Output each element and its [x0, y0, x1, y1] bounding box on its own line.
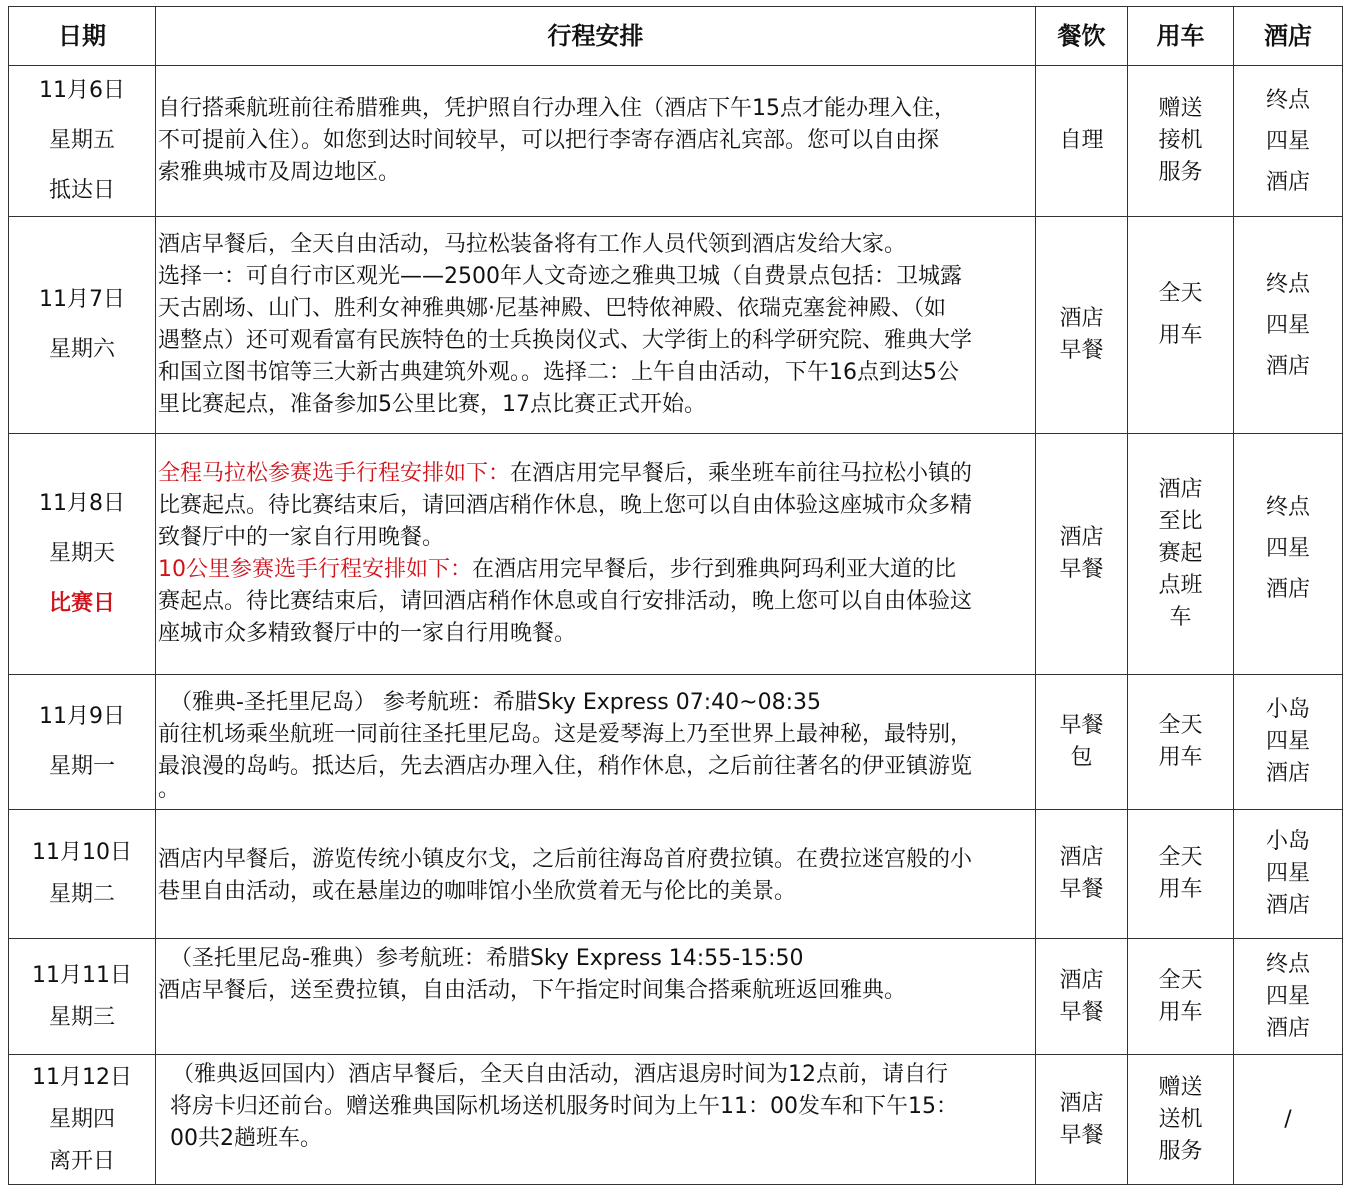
plan-line: （圣托里尼岛-雅典）参考航班：希腊Sky Express 14:55-15:50	[170, 946, 804, 971]
date-cell	[9, 675, 156, 810]
meal-cell	[1036, 675, 1128, 810]
hotel-text: 四星	[1265, 983, 1310, 1009]
plan-line: 自行搭乘航班前往希腊雅典，凭护照自行办理入住（酒店下午15点才能办理入住，	[158, 96, 956, 121]
meal-text: 早餐	[1059, 877, 1104, 902]
table-row	[9, 939, 1343, 1055]
meal-text: 包	[1070, 745, 1093, 770]
car-text: 至比	[1158, 509, 1203, 534]
plan-line: 和国立图书馆等三大新古典建筑外观。。选择二：上午自由活动，下午16点到达5公	[158, 360, 959, 385]
date-cell	[9, 939, 156, 1055]
meal-cell	[1036, 1055, 1128, 1185]
car-text: 赠送	[1158, 1074, 1203, 1100]
date-cell	[9, 434, 156, 675]
plan-line: 将房卡归还前台。赠送雅典国际机场送机服务时间为上午11：00发车和下午15：	[170, 1094, 958, 1119]
date-cell	[9, 66, 156, 217]
table-row	[9, 810, 1343, 939]
car-text: 全天	[1158, 713, 1203, 738]
car-text: 接机	[1158, 128, 1203, 153]
plan-cell	[156, 217, 1036, 434]
car-text: 服务	[1158, 1138, 1203, 1164]
plan-line: 致餐厅中的一家自行用晚餐。	[158, 525, 445, 550]
hotel-text: 终点	[1265, 87, 1310, 113]
car-text: 用车	[1158, 323, 1203, 348]
date: 11月8日	[39, 491, 125, 516]
header-date: 日期	[9, 7, 156, 66]
meal-text: 早餐	[1059, 999, 1104, 1025]
hotel-text: 酒店	[1265, 353, 1310, 379]
plan-line: 00共2趟班车。	[170, 1126, 322, 1151]
car-text: 送机	[1158, 1106, 1203, 1132]
hotel-text: 小岛	[1265, 829, 1310, 854]
date: 11月12日	[32, 1064, 132, 1090]
hotel-text: 四星	[1265, 128, 1310, 154]
hotel-text: 酒店	[1265, 1015, 1310, 1041]
weekday: 星期天	[48, 541, 115, 566]
hotel-text: 四星	[1265, 312, 1310, 338]
plan-line: 巷里自由活动，或在悬崖边的咖啡馆小坐欣赏着无与伦比的美景。	[158, 879, 797, 904]
hotel-text: 终点	[1265, 494, 1310, 520]
header-plan: 行程安排	[156, 7, 1036, 66]
car-text: 服务	[1158, 160, 1203, 185]
weekday: 星期六	[48, 337, 115, 362]
header-hotel: 酒店	[1234, 7, 1343, 66]
itinerary-table	[8, 6, 1343, 1185]
hotel-cell	[1234, 810, 1343, 939]
date: 11月11日	[32, 962, 132, 988]
car-text: 赛起	[1158, 541, 1203, 566]
hotel-text: 酒店	[1265, 169, 1310, 195]
plan-cell	[156, 810, 1036, 939]
car-text: 点班	[1158, 573, 1203, 598]
weekday: 星期三	[48, 1004, 115, 1030]
car-text: 全天	[1158, 845, 1203, 870]
meal-text: 酒店	[1059, 967, 1104, 993]
ten-km-label: 10公里参赛选手行程安排如下：	[158, 557, 472, 582]
plan-line: 里比赛起点，准备参加5公里比赛，17点比赛正式开始。	[158, 392, 706, 417]
meal-text: 酒店	[1059, 1090, 1104, 1116]
hotel-cell	[1234, 434, 1343, 675]
date: 11月6日	[39, 78, 125, 103]
plan-line	[158, 554, 1035, 586]
hotel-text: 小岛	[1265, 697, 1310, 722]
hotel-cell	[1234, 675, 1343, 810]
plan-line: （雅典返回国内）酒店早餐后，全天自由活动，酒店退房时间为12点前，请自行	[172, 1062, 948, 1087]
car-text: 全天	[1158, 967, 1203, 993]
table-row	[9, 66, 1343, 217]
car-cell	[1128, 939, 1234, 1055]
date: 11月7日	[39, 287, 125, 312]
hotel-text: 酒店	[1265, 893, 1310, 918]
plan-line: 酒店早餐后，送至费拉镇，自由活动，下午指定时间集合搭乘航班返回雅典。	[158, 978, 907, 1003]
plan-cell	[156, 434, 1036, 675]
plan-text: 在酒店用完早餐后，步行到雅典阿玛利亚大道的比	[472, 557, 957, 582]
table-row	[9, 434, 1343, 675]
plan-line	[158, 458, 1035, 490]
hotel-cell	[1234, 939, 1343, 1055]
hotel-cell	[1234, 217, 1343, 434]
header-row	[9, 7, 1343, 66]
weekday: 星期二	[48, 882, 115, 907]
plan-line: 遇整点）还可观看富有民族特色的士兵换岗仪式、大学街上的科学研究院、雅典大学	[158, 328, 973, 353]
date-cell	[9, 810, 156, 939]
date: 11月9日	[39, 704, 125, 729]
header-meal: 餐饮	[1036, 7, 1128, 66]
plan-line: 天古剧场、山门、胜利女神雅典娜·尼基神殿、巴特侬神殿、依瑞克塞瓮神殿、（如	[158, 296, 946, 321]
full-marathon-label: 全程马拉松参赛选手行程安排如下：	[158, 461, 511, 486]
car-cell	[1128, 66, 1234, 217]
car-text: 车	[1169, 605, 1192, 630]
date-cell	[9, 1055, 156, 1185]
meal-text: 早餐	[1059, 713, 1104, 738]
car-text: 赠送	[1158, 96, 1203, 121]
plan-cell	[156, 66, 1036, 217]
car-text: 用车	[1158, 877, 1203, 902]
date-cell	[9, 217, 156, 434]
car-cell	[1128, 1055, 1234, 1185]
meal-text: 酒店	[1059, 306, 1104, 331]
meal-cell	[1036, 434, 1128, 675]
meal-cell	[1036, 66, 1128, 217]
plan-line: 不可提前入住）。如您到达时间较早，可以把行李寄存酒店礼宾部。您可以自由探	[158, 128, 940, 153]
car-cell	[1128, 810, 1234, 939]
plan-line: 赛起点。待比赛结束后，请回酒店稍作休息或自行安排活动，晚上您可以自由体验这	[158, 589, 973, 614]
meal-text: 早餐	[1059, 1122, 1104, 1148]
hotel-text: 四星	[1265, 861, 1310, 886]
plan-line: 最浪漫的岛屿。抵达后，先去酒店办理入住，稍作休息，之后前往著名的伊亚镇游览	[158, 754, 973, 779]
meal-cell	[1036, 810, 1128, 939]
plan-cell	[156, 675, 1036, 810]
plan-line: 比赛起点。待比赛结束后，请回酒店稍作休息，晚上您可以自由体验这座城市众多精	[158, 493, 973, 518]
header-car: 用车	[1128, 7, 1234, 66]
plan-cell	[156, 1055, 1036, 1185]
hotel-text: 酒店	[1265, 761, 1310, 786]
hotel-text: 四星	[1265, 535, 1310, 561]
weekday: 星期一	[48, 754, 115, 779]
meal-text: 自理	[1059, 128, 1104, 153]
meal-text: 早餐	[1059, 557, 1104, 582]
car-text: 用车	[1158, 745, 1203, 770]
meal-cell	[1036, 939, 1128, 1055]
car-cell	[1128, 434, 1234, 675]
plan-line: 前往机场乘坐航班一同前往圣托里尼岛。这是爱琴海上乃至世界上最神秘，最特别，	[158, 722, 973, 747]
plan-line: 座城市众多精致餐厅中的一家自行用晚餐。	[158, 621, 577, 646]
day-note: 离开日	[48, 1148, 115, 1174]
table-row	[9, 217, 1343, 434]
car-cell	[1128, 217, 1234, 434]
table-row	[9, 1055, 1343, 1185]
car-text: 酒店	[1158, 477, 1203, 502]
date: 11月10日	[32, 840, 132, 865]
meal-text: 早餐	[1059, 338, 1104, 363]
plan-line: 。	[158, 777, 181, 802]
car-text: 全天	[1158, 281, 1203, 306]
weekday: 星期四	[48, 1106, 115, 1132]
weekday: 星期五	[48, 128, 115, 153]
meal-text: 酒店	[1059, 525, 1104, 550]
table-row	[9, 675, 1343, 810]
meal-text: 酒店	[1059, 845, 1104, 870]
meal-cell	[1036, 217, 1128, 434]
car-cell	[1128, 675, 1234, 810]
plan-line: 酒店早餐后，全天自由活动，马拉松装备将有工作人员代领到酒店发给大家。	[158, 232, 907, 257]
plan-text: 在酒店用完早餐后，乘坐班车前往马拉松小镇的	[510, 461, 973, 486]
hotel-text: /	[1284, 1106, 1292, 1132]
hotel-cell	[1234, 1055, 1343, 1185]
plan-line: 选择一：可自行市区观光——2500年人文奇迹之雅典卫城（自费景点包括：卫城露	[158, 264, 962, 289]
hotel-cell	[1234, 66, 1343, 217]
plan-line: 酒店内早餐后，游览传统小镇皮尔戈，之后前往海岛首府费拉镇。在费拉迷宫般的小	[158, 847, 973, 872]
day-note: 抵达日	[48, 178, 115, 203]
plan-line: （雅典-圣托里尼岛） 参考航班：希腊Sky Express 07:40~08:35	[170, 690, 821, 715]
car-text: 用车	[1158, 999, 1203, 1025]
plan-line: 索雅典城市及周边地区。	[158, 160, 401, 185]
hotel-text: 终点	[1265, 271, 1310, 297]
plan-cell	[156, 939, 1036, 1055]
race-day-note: 比赛日	[48, 591, 115, 616]
hotel-text: 四星	[1265, 729, 1310, 754]
hotel-text: 终点	[1265, 951, 1310, 977]
hotel-text: 酒店	[1265, 576, 1310, 602]
